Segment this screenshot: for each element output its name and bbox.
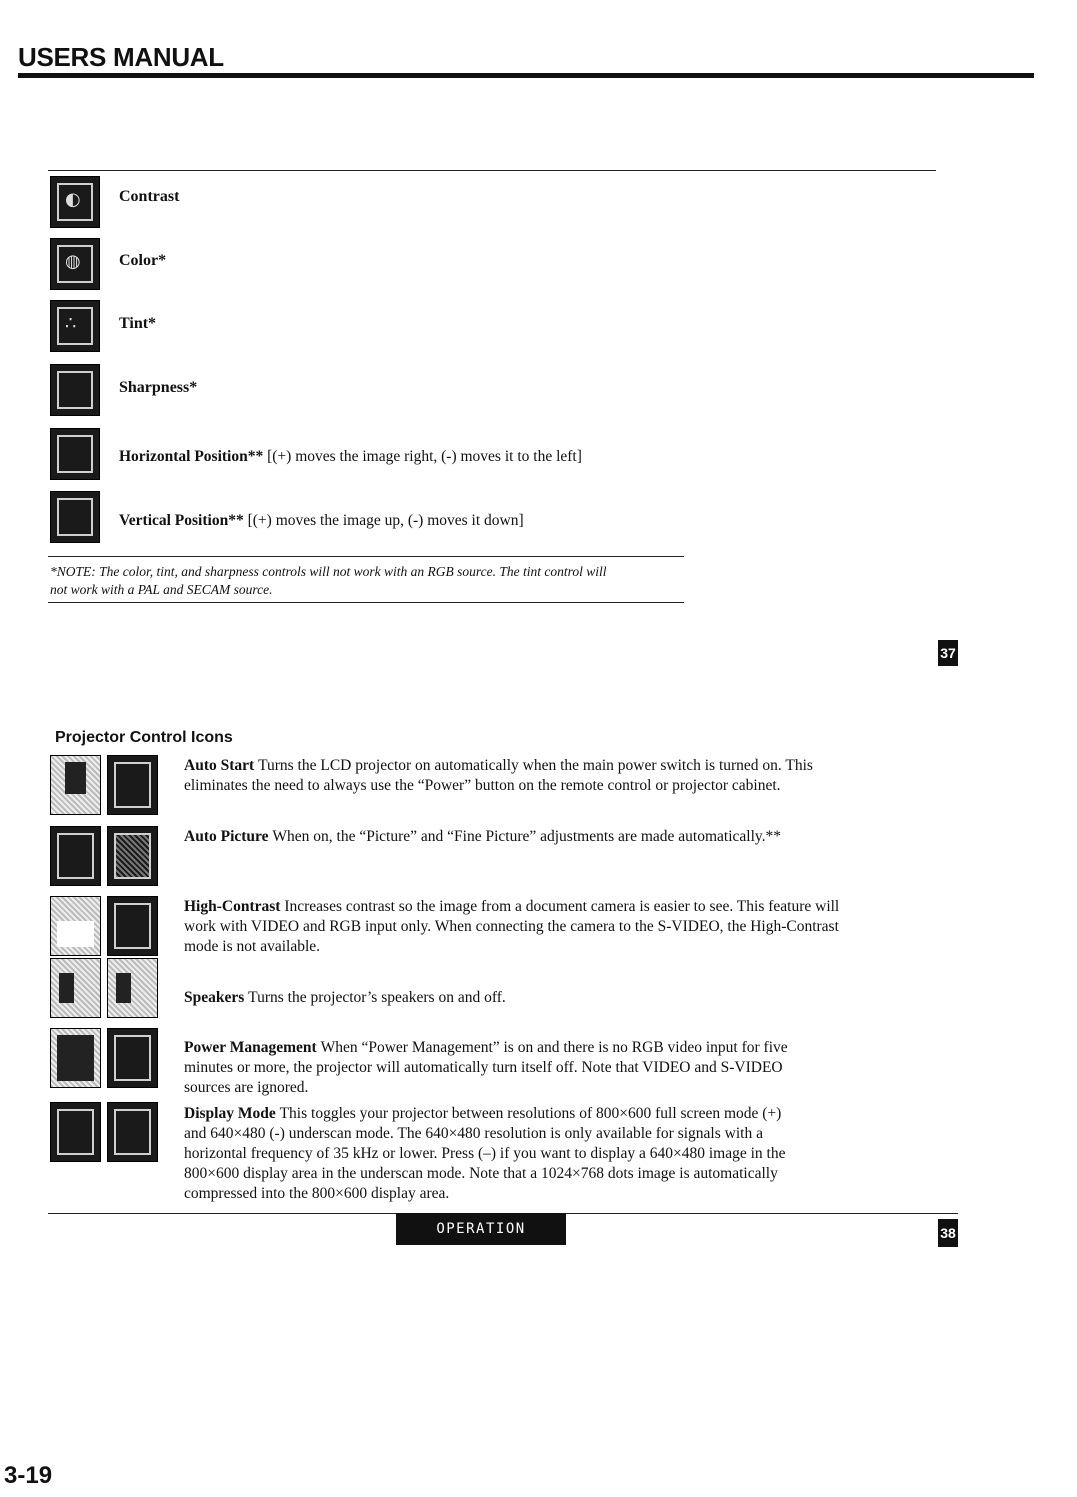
auto-picture-off-icon xyxy=(50,826,101,886)
side-tab-37: 37 xyxy=(938,640,958,666)
note-line-1: *NOTE: The color, tint, and sharpness controls will not work with an RGB source. The tint control will xyxy=(50,564,607,579)
tint-icon: ∴ xyxy=(50,300,100,352)
adjust-label-horizontal-position: Horizontal Position** xyxy=(119,448,264,465)
adjust-label-vertical-position: Vertical Position** xyxy=(119,512,244,529)
auto-picture-on-icon xyxy=(107,826,158,886)
control-text: compressed into the 800×600 display area. xyxy=(184,1185,450,1202)
horizontal-position-icon xyxy=(50,428,100,480)
operation-tab: OPERATION xyxy=(396,1213,566,1245)
speakers-off-icon xyxy=(107,958,158,1018)
adjust-label-color: Color* xyxy=(119,252,167,269)
control-text: mode is not available. xyxy=(184,938,321,955)
high-contrast-off-icon xyxy=(107,896,158,956)
color-icon: ◍ xyxy=(50,238,100,290)
control-text: Turns the LCD projector on automatically when the main power switch is turned on. This xyxy=(258,757,813,774)
section-divider xyxy=(48,170,936,171)
sharpness-icon xyxy=(50,364,100,416)
control-label-speakers: Speakers xyxy=(184,989,245,1006)
page-number: 3-19 xyxy=(4,1462,53,1489)
control-text: sources are ignored. xyxy=(184,1079,309,1096)
power-management-off-icon xyxy=(107,1028,158,1088)
auto-start-off-icon xyxy=(50,755,101,815)
note-line-2: not work with a PAL and SECAM source. xyxy=(50,582,273,597)
control-text: minutes or more, the projector will automatically turn itself off. Note that VIDEO and S-VIDEO xyxy=(184,1059,783,1076)
control-text: and 640×480 (-) underscan mode. The 640×480 resolution is only available for signals with a xyxy=(184,1125,763,1142)
control-text: 800×600 display area in the underscan mode. Note that a 1024×768 dots image is automatically xyxy=(184,1165,778,1182)
control-label-power-management: Power Management xyxy=(184,1039,317,1056)
vertical-position-icon xyxy=(50,491,100,543)
note-top-rule xyxy=(48,556,684,557)
side-tab-38: 38 xyxy=(938,1219,958,1247)
adjust-text-vertical-position: [(+) moves the image up, (-) moves it down] xyxy=(247,512,524,529)
control-text: Increases contrast so the image from a document camera is easier to see. This feature will xyxy=(284,898,840,915)
adjust-label-tint: Tint* xyxy=(119,315,157,332)
control-label-display-mode: Display Mode xyxy=(184,1105,276,1122)
control-label-auto-picture: Auto Picture xyxy=(184,828,269,845)
auto-start-on-icon xyxy=(107,755,158,815)
display-mode-full-icon xyxy=(50,1102,101,1162)
control-label-auto-start: Auto Start xyxy=(184,757,255,774)
control-text: work with VIDEO and RGB input only. When connecting the camera to the S-VIDEO, the High-Contrast xyxy=(184,918,839,935)
display-mode-underscan-icon xyxy=(107,1102,158,1162)
adjust-label-sharpness: Sharpness* xyxy=(119,379,198,396)
control-text: Turns the projector’s speakers on and off. xyxy=(248,989,506,1006)
control-text: eliminates the need to always use the “Power” button on the remote control or projector cabinet. xyxy=(184,777,781,794)
note-bottom-rule xyxy=(48,602,684,603)
control-text: This toggles your projector between resolutions of 800×600 full screen mode (+) xyxy=(279,1105,782,1122)
adjust-label-contrast: Contrast xyxy=(119,188,180,205)
control-text: When “Power Management” is on and there is no RGB video input for five xyxy=(320,1039,788,1056)
contrast-icon: ◐ xyxy=(50,176,100,228)
adjust-text-horizontal-position: [(+) moves the image right, (-) moves it to the left] xyxy=(267,448,582,465)
power-management-on-icon xyxy=(50,1028,101,1088)
high-contrast-on-icon xyxy=(50,896,101,956)
control-text: When on, the “Picture” and “Fine Picture” adjustments are made automatically.** xyxy=(272,828,781,845)
section-title: Projector Control Icons xyxy=(55,729,233,746)
manual-title: USERS MANUAL xyxy=(18,42,224,72)
control-text: horizontal frequency of 35 kHz or lower. Press (–) if you want to display a 640×480 image in the xyxy=(184,1145,786,1162)
control-label-high-contrast: High-Contrast xyxy=(184,898,281,915)
speakers-on-icon xyxy=(50,958,101,1018)
header-rule xyxy=(18,73,1034,78)
